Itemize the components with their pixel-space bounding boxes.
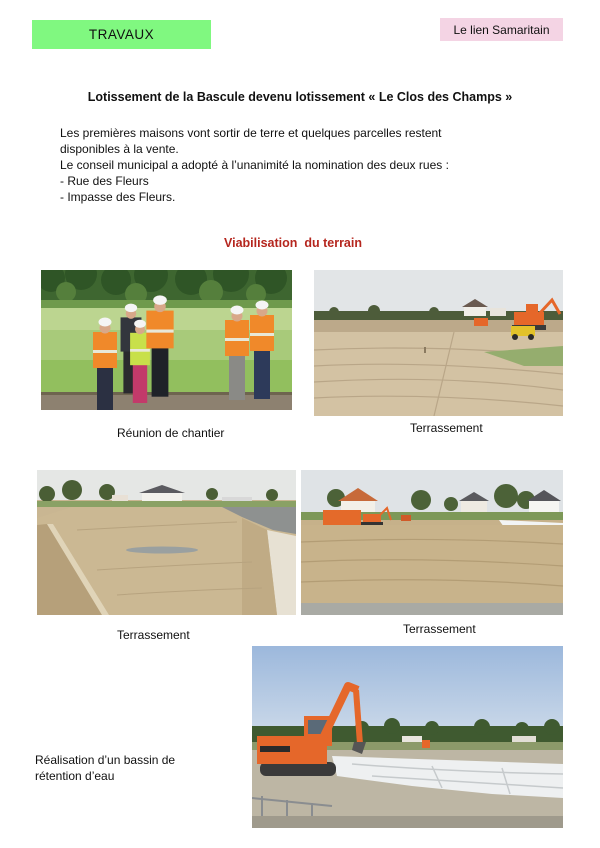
street-list-item: - Rue des Fleurs bbox=[60, 174, 149, 188]
photo-earthworks-machines bbox=[314, 270, 563, 416]
photo-earthworks-road bbox=[37, 470, 296, 615]
paragraph-line: Le conseil municipal a adopté à l’unanimité la nomination des deux rues : bbox=[60, 158, 449, 172]
caption-line: Réalisation d’un bassin de bbox=[35, 753, 176, 767]
photo-earthworks-houses bbox=[301, 470, 563, 615]
section-label-badge bbox=[32, 20, 211, 49]
publication-name-text: Le lien Samaritain bbox=[453, 22, 550, 37]
photo-caption: Terrassement bbox=[117, 628, 190, 642]
publication-name-badge bbox=[440, 18, 563, 41]
paragraph-line: Les premières maisons vont sortir de terre et quelques parcelles restent bbox=[60, 126, 442, 140]
photo-caption bbox=[35, 752, 175, 784]
paragraph-line: disponibles à la vente. bbox=[60, 142, 179, 156]
puddle bbox=[126, 547, 198, 554]
construction-fence bbox=[323, 510, 361, 525]
photo-retention-basin bbox=[252, 646, 563, 828]
caption-line: rétention d’eau bbox=[35, 769, 115, 783]
photo-site-meeting bbox=[41, 270, 292, 410]
section-label-text: TRAVAUX bbox=[88, 27, 155, 42]
photo-caption: Terrassement bbox=[410, 421, 483, 435]
street-list-item: - Impasse des Fleurs. bbox=[60, 190, 176, 204]
photo-caption: Réunion de chantier bbox=[117, 426, 225, 440]
section-subheading: Viabilisation du terrain bbox=[224, 236, 362, 250]
article-paragraph bbox=[60, 125, 540, 205]
photo-caption: Terrassement bbox=[403, 622, 476, 636]
article-title: Lotissement de la Bascule devenu lotissement « Le Clos des Champs » bbox=[87, 90, 513, 104]
